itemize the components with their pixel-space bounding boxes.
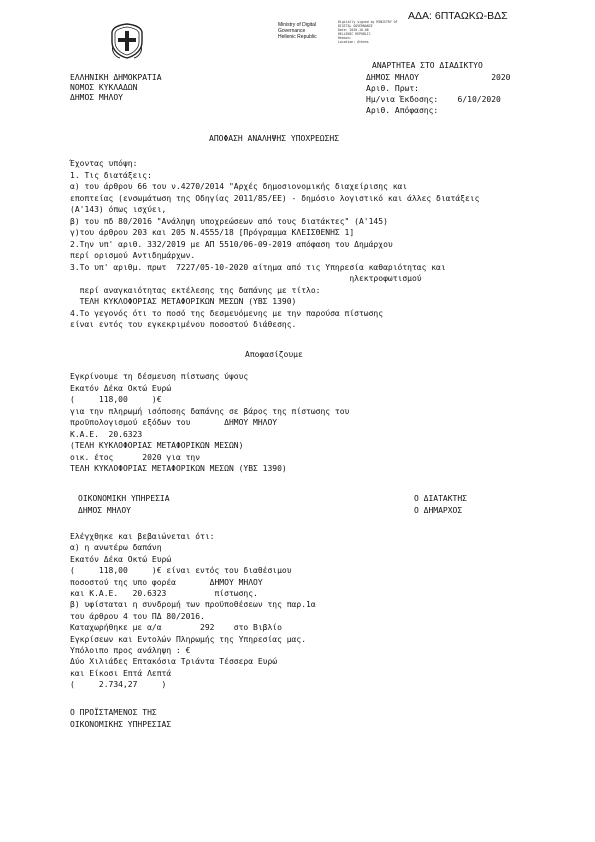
verification-line: Εκατόν Δέκα Οκτώ Ευρώ — [70, 554, 172, 564]
considering-line: γ)του άρθρου 203 και 205 Ν.4555/18 [Πρόγραμμα ΚΛΕΙΣΘΕΝΗΣ 1] — [70, 228, 355, 237]
posted-online-label: ΑΝΑΡΤΗΤΕΑ ΣΤΟ ΔΙΑΔΙΚΤΥΟ — [372, 61, 483, 70]
verification-line: ( 118,00 )€ είναι εντός του διαθέσιμου — [70, 566, 292, 576]
decision-line: προϋπολογισμού εξόδων του ΔΗΜΟΥ ΜΗΛΟΥ — [70, 418, 278, 427]
greek-crest-icon — [108, 22, 146, 60]
considering-line: β) του πδ 80/2016 "Ανάληψη υποχρεώσεων από τους διατάκτες" (Α'145) — [70, 216, 388, 226]
signature-line: Location: Athens — [338, 40, 369, 44]
signature-line: Date: 2020.10.06 — [338, 28, 369, 32]
decision-line: για την πληρωμή ισόποσης δαπάνης σε βάρος της πίστωσης του — [70, 406, 350, 416]
verification-line: α) η ανωτέρω δαπάνη — [70, 543, 162, 553]
considering-line: περί ορισμού Αντιδημάρχων. — [70, 251, 196, 260]
verification-line: Εγκρίσεων και Εντολών Πληρωμής της Υπηρεσίας μας. — [70, 634, 307, 644]
ministry-logo-line: Hellenic Republic — [278, 34, 317, 40]
issuer-line: ΔΗΜΟΣ ΜΗΛΟΥ — [70, 93, 123, 102]
considering-line: (Α'143) όπως ισχύει, — [70, 205, 167, 214]
reference-block — [366, 73, 511, 116]
ministry-logo — [278, 22, 334, 40]
signature-line: Digitally signed by MINISTRY OF — [338, 20, 398, 24]
digital-signature — [338, 20, 408, 44]
decision-line: οικ. έτος 2020 για την — [70, 452, 201, 462]
decide-heading: Αποφασίζουμε — [245, 350, 303, 359]
considering-line: 4.Το γεγονός ότι το ποσό της δεσμευόμενης με την παρούσα πίστωσης — [70, 308, 384, 318]
considering-line: 2.Την υπ' αριθ. 332/2019 με ΑΠ 5510/06-09-2019 απόφαση του Δημάρχου — [70, 239, 393, 249]
signature-line: HELLENIC REPUBLIC — [338, 32, 371, 36]
footer-line: Ο ΠΡΟΪΣΤΑΜΕΝΟΣ ΤΗΣ — [70, 708, 157, 717]
signature-line: DIGITAL GOVERNANCE — [338, 24, 373, 28]
verification-line: και Κ.Α.Ε. 20.6323 πίστωσης. — [70, 589, 258, 599]
considering-line: 3.Το υπ' αριθμ. πρωτ 7227/05-10-2020 αίτημα από τις Υπηρεσία καθαριότητας και — [70, 262, 446, 272]
decision-line: Εγκρίνουμε τη δέσμευση πίστωσης ύψους — [70, 372, 249, 381]
ada-code: ΑΔΑ: 6ΠΤΑΩΚΩ-ΒΔΣ — [408, 10, 508, 22]
authority-line: Ο ΔΗΜΑΡΧΟΣ — [414, 506, 463, 515]
authority-line: ΟΙΚΟΝΟΜΙΚΗ ΥΠΗΡΕΣΙΑ — [78, 494, 170, 503]
authority-left — [78, 493, 170, 517]
issuer-line: ΕΛΛΗΝΙΚΗ ΔΗΜΟΚΡΑΤΙΑ — [70, 73, 162, 82]
ministry-logo-line: Governance — [278, 28, 306, 34]
issuer-line: ΝΟΜΟΣ ΚΥΚΛΑΔΩΝ — [70, 83, 138, 92]
ministry-logo-line: Ministry of Digital — [278, 22, 317, 28]
issuer-block — [70, 73, 162, 103]
verification-line: β) υφίσταται η συνδρομή των προϋποθέσεων της παρ.1α — [70, 600, 316, 610]
verification-line: του άρθρου 4 του ΠΔ 80/2016. — [70, 611, 205, 621]
considering-line: περί αναγκαιότητας εκτέλεσης της δαπάνης με τίτλο: — [70, 285, 321, 295]
verification-line: Ελέγχθηκε και βεβαιώνεται ότι: — [70, 532, 215, 541]
document-title: ΑΠΟΦΑΣΗ ΑΝΑΛΗΨΗΣ ΥΠΟΧΡΕΩΣΗΣ — [209, 134, 340, 143]
verification-line: Υπόλοιπο προς ανάληψη : € — [70, 646, 191, 656]
considering-line: ΤΕΛΗ ΚΥΚΛΟΦΟΡΙΑΣ ΜΕΤΑΦΟΡΙΚΩΝ ΜΕΣΩΝ (ΥΒΣ 1390) — [70, 297, 297, 306]
decision-line: Εκατόν Δέκα Οκτώ Ευρώ — [70, 383, 172, 393]
considering-line: 1. Τις διατάξεις: — [70, 170, 152, 180]
reference-line: Ημ/νια Έκδοσης: 6/10/2020 — [366, 95, 501, 104]
verification-section — [70, 531, 316, 691]
considering-section — [70, 158, 479, 331]
reference-line: ΔΗΜΟΣ ΜΗΛΟΥ 2020 — [366, 73, 511, 82]
footer-line: ΟΙΚΟΝΟΜΙΚΗΣ ΥΠΗΡΕΣΙΑΣ — [70, 720, 172, 729]
considering-line: α) του άρθρου 66 του ν.4270/2014 "Αρχές δημοσιονομικής διαχείρισης και — [70, 182, 408, 191]
verification-line: ποσοστού της υπο φορέα ΔΗΜΟΥ ΜΗΛΟΥ — [70, 577, 263, 587]
decision-line: ( 118,00 )€ — [70, 395, 162, 404]
authority-line: ΔΗΜΟΣ ΜΗΛΟΥ — [78, 506, 131, 515]
verification-line: Δύο Χιλιάδες Επτακόσια Τριάντα Τέσσερα Ευρώ — [70, 657, 278, 667]
authority-right — [414, 493, 467, 517]
reference-line: Αριθ. Πρωτ: — [366, 84, 419, 93]
verification-line: και Είκοσι Επτά Λεπτά — [70, 668, 172, 678]
decision-line: ΤΕΛΗ ΚΥΚΛΟΦΟΡΙΑΣ ΜΕΤΑΦΟΡΙΚΩΝ ΜΕΣΩΝ (ΥΒΣ 1390) — [70, 464, 287, 473]
considering-line: εποπτείας (ενσωμάτωση της Οδηγίας 2011/85/ΕΕ) - δημόσιο λογιστικό και άλλες διατάξεις — [70, 193, 480, 203]
decision-line: Κ.Α.Ε. 20.6323 — [70, 429, 143, 439]
considering-line: Έχοντας υπόψη: — [70, 159, 138, 168]
decision-section — [70, 371, 349, 475]
signature-line: Reason: — [338, 36, 352, 40]
footer-signatory — [70, 707, 171, 731]
verification-line: ( 2.734,27 ) — [70, 680, 167, 690]
considering-line: ηλεκτροφωτισμού — [70, 274, 422, 283]
reference-line: Αριθ. Απόφασης: — [366, 106, 439, 115]
verification-line: Καταχωρήθηκε με α/α 292 στο Βιβλίο — [70, 623, 282, 633]
authority-line: Ο ΔΙΑΤΑΚΤΗΣ — [414, 494, 467, 503]
decision-line: (ΤΕΛΗ ΚΥΚΛΟΦΟΡΙΑΣ ΜΕΤΑΦΟΡΙΚΩΝ ΜΕΣΩΝ) — [70, 441, 244, 450]
considering-line: είναι εντός του εγκεκριμένου ποσοστού διάθεσης. — [70, 320, 297, 329]
